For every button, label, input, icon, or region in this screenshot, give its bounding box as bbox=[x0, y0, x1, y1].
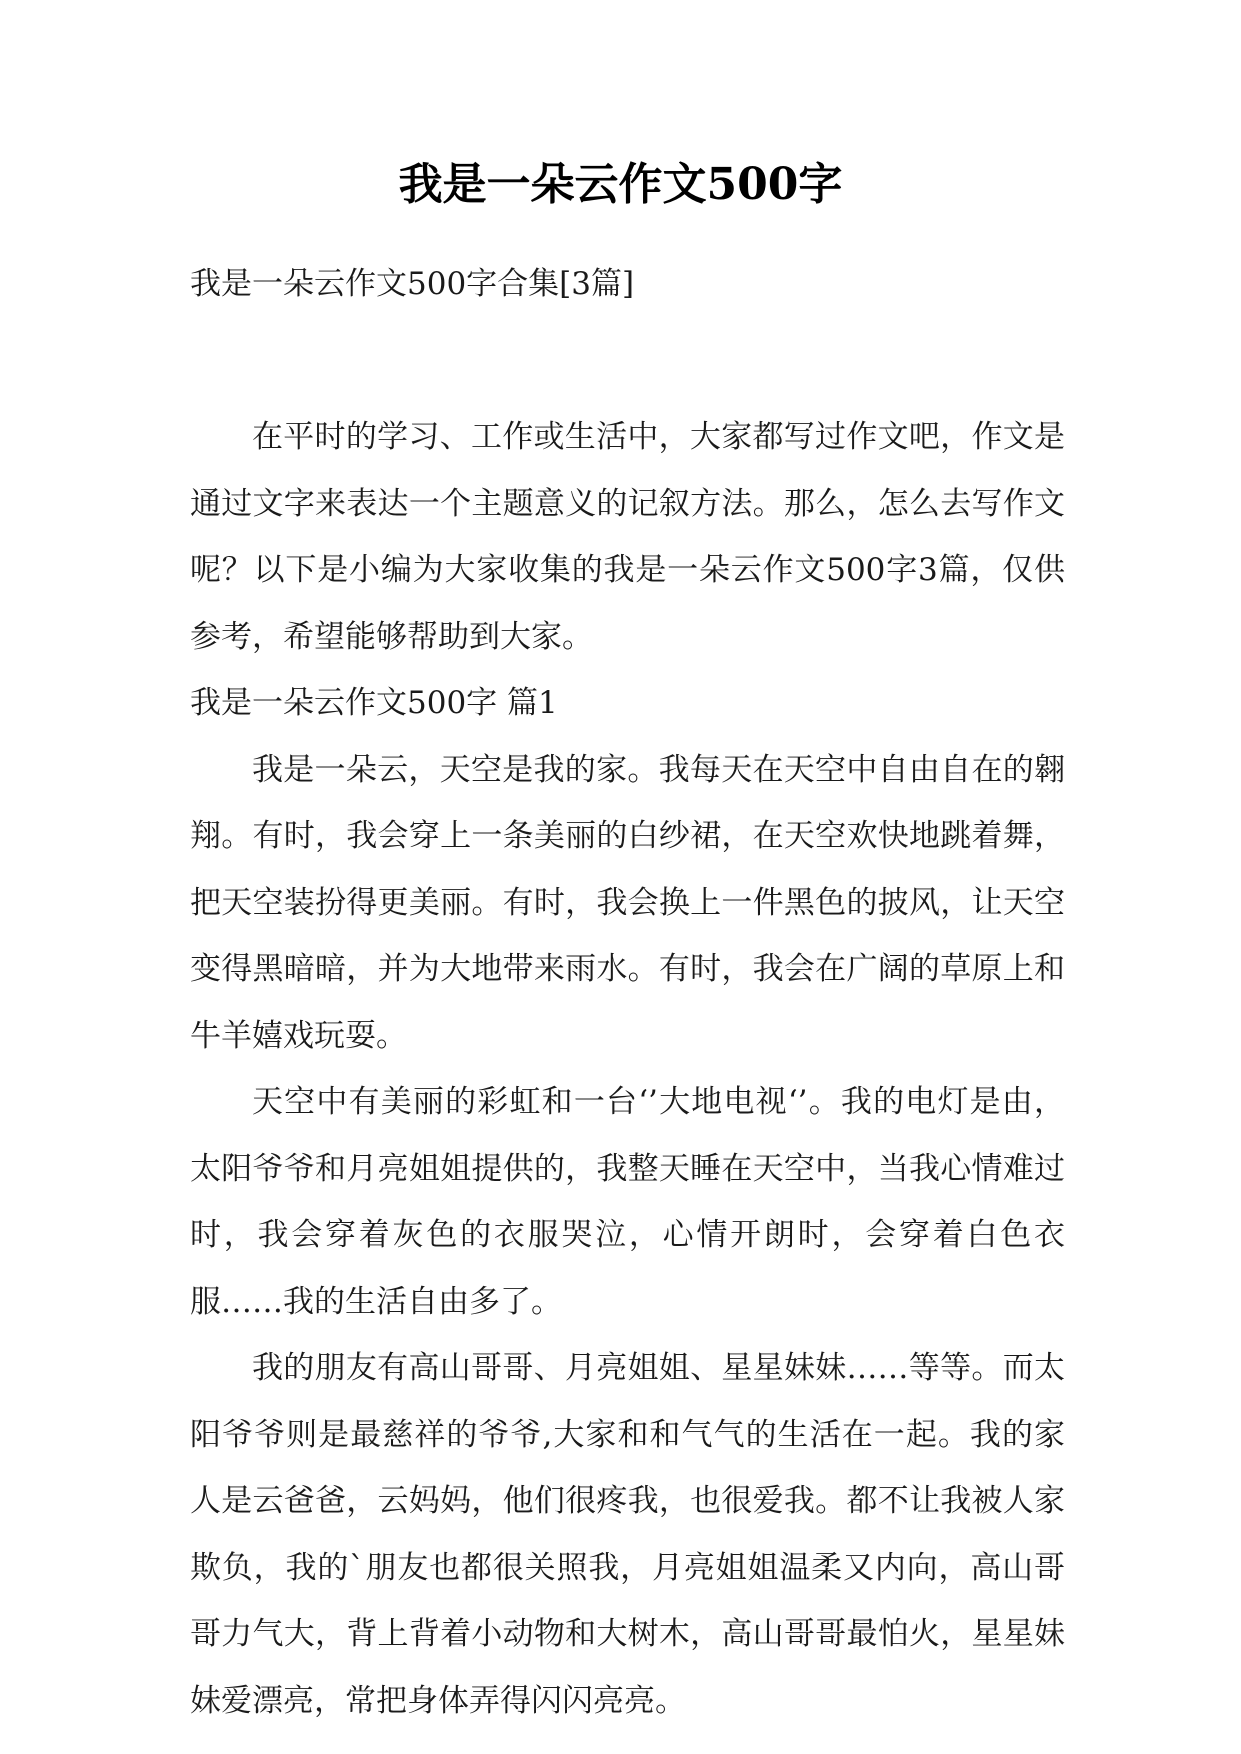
section-heading: 我是一朵云作文500字 篇1 bbox=[190, 685, 558, 721]
document-title: 我是一朵云作文500字 bbox=[398, 159, 843, 210]
body-paragraph: 我是一朵云，天空是我的家。我每天在天空中自由自在的翱翔。有时，我会穿上一条美丽的白纱裙，在天空欢快地跳着舞，把天空装扮得更美丽。有时，我会换上一件黑色的披风，让天空变得黑暗暗，并为大地带来雨水。有时，我会在广阔的草原上和牛羊嬉戏玩耍。 bbox=[190, 751, 1065, 1054]
document-body bbox=[190, 404, 1065, 1734]
body-paragraph: 我的朋友有高山哥哥、月亮姐姐、星星妹妹……等等。而太阳爷爷则是最慈祥的爷爷,大家和和气气的生活在一起。我的家人是云爸爸，云妈妈，他们很疼我，也很爱我。都不让我被人家欺负，我的`朋友也都很关照我，月亮姐姐温柔又内向，高山哥哥力气大，背上背着小动物和大树木，高山哥哥最怕火，星星妹妹爱漂亮，常把身体弄得闪闪亮亮。 bbox=[190, 1350, 1065, 1719]
body-paragraph: 天空中有美丽的彩虹和一台‘’大地电视‘’。我的电灯是由，太阳爷爷和月亮姐姐提供的，我整天睡在天空中，当我心情难过时，我会穿着灰色的衣服哭泣，心情开朗时，会穿着白色衣服……我的生活自由多了。 bbox=[190, 1084, 1065, 1320]
document-subtitle: 我是一朵云作文500字合集[3篇] bbox=[190, 266, 635, 302]
intro-paragraph: 在平时的学习、工作或生活中，大家都写过作文吧，作文是通过文字来表达一个主题意义的记叙方法。那么，怎么去写作文呢？以下是小编为大家收集的我是一朵云作文500字3篇，仅供参考，希望能够帮助到大家。 bbox=[190, 419, 1065, 655]
